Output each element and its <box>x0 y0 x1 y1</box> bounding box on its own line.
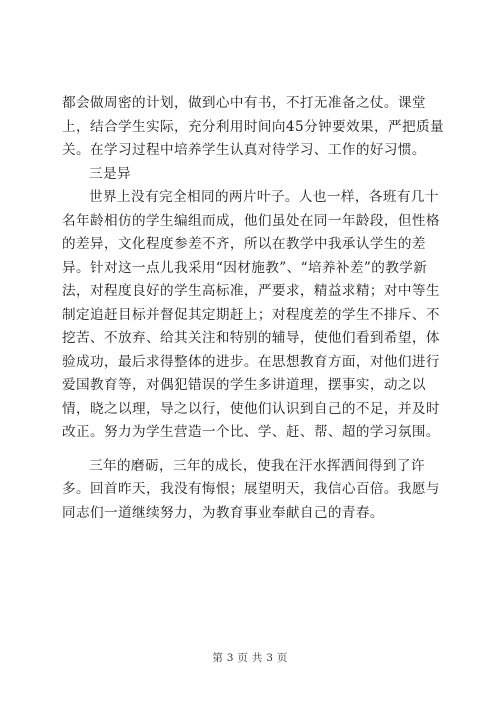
paragraph-student-differences: 世界上没有完全相同的两片叶子。人也一样，各班有几十名年龄相仿的学生编组而成，他们虽处在同一年龄段，但性格的差异，文化程度参差不齐，所以在教学中我承认学生的差异。针对这一点儿我采用“因材施教”、“培养补差”的教学新法，对程度良好的学生高标准，严要求，精益求精；对中等生制定追赶目标并督促其定期赶上；对程度差的学生不排斥、不挖苦、不放弃、给其关注和特别的辅导，使他们看到希望，体验成功，最后求得整体的进步。在思想教育方面，对他们进行爱国教育等，对偶犯错误的学生多讲道理，摆事实，动之以情，晓之以理，导之以行，使他们认识到自己的不足，并及时改正。努力为学生营造一个比、学、赶、帮、超的学习氛围。 <box>62 189 440 440</box>
paragraph-conclusion: 三年的磨砺，三年的成长，使我在汗水挥洒间得到了许多。回首昨天，我没有悔恨；展望明天，我信心百倍。我愿与同志们一道继续努力，为教育事业奉献自己的青春。 <box>62 457 440 521</box>
paragraph-plan-continuation: 都会做周密的计划，做到心中有书，不打无准备之仗。课堂上，结合学生实际，充分利用时间向45分钟要效果，严把质量关。在学习过程中培养学生认真对待学习、工作的好习惯。 <box>62 95 444 158</box>
section-heading-difference: 三是异 <box>89 165 131 182</box>
page-number-footer: 第 3 页 共 3 页 <box>212 652 288 664</box>
document-body <box>62 92 444 525</box>
